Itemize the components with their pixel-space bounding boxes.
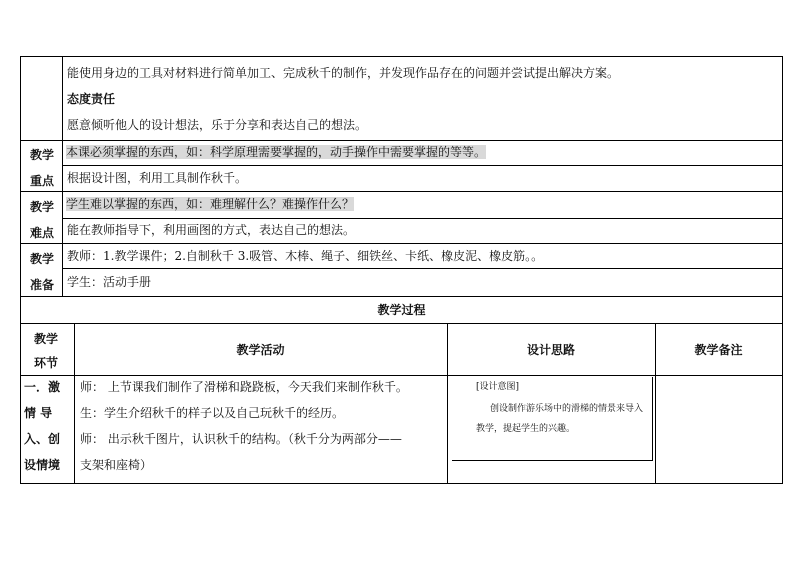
- stage1-label-line2: 情 导: [24, 406, 53, 420]
- attitude-heading: 态度责任: [67, 92, 116, 106]
- difficulties-example: 学生难以掌握的东西，如：难理解什么？难操作什么？: [66, 197, 355, 211]
- preparation-teacher: 教师：1.教学课件；2.自制秋千 3.吸管、木棒、绳子、细铁丝、卡纸、橡皮泥、橡皮筋。。: [67, 249, 544, 263]
- rule-bottom: [20, 483, 783, 484]
- goal-skill-text: 能使用身边的工具对材料进行简单加工、完成秋千的制作，并发现作品存在的问题并尝试提出解决方案。: [67, 66, 620, 80]
- stage1-label-line4: 设情境: [24, 458, 61, 472]
- process-title: 教学过程: [377, 303, 426, 317]
- preparation-student: 学生：活动手册: [67, 275, 152, 289]
- rule-header-bottom: [20, 375, 783, 376]
- key-points-example: 本课必须掌握的东西，如：科学原理需要掌握的，动手操作中需要掌握的等等。: [66, 145, 487, 159]
- design-intent-title: [设计意图]: [476, 382, 520, 392]
- rule-prep-mid: [62, 268, 783, 269]
- attitude-text: 愿意倾听他人的设计想法，乐于分享和表达自己的想法。: [67, 118, 368, 132]
- stage1-activity-line: 支架和座椅）: [80, 458, 153, 472]
- stage-header-bottom: 环节: [33, 356, 58, 370]
- preparation-label-bottom: 准备: [29, 278, 54, 292]
- rule-key-mid: [62, 165, 783, 166]
- activity-header: 教学活动: [236, 343, 285, 357]
- rule-diff-mid: [62, 218, 783, 219]
- difficulties-label-bottom: 难点: [29, 226, 54, 240]
- rule-right: [782, 56, 783, 484]
- design-header: 设计思路: [526, 343, 575, 357]
- design-intent-line1: 创设制作游乐场中的滑梯的情景来导入: [490, 404, 644, 414]
- rule-diff-top: [20, 191, 783, 192]
- rule-left: [20, 56, 21, 484]
- key-points-label-bottom: 重点: [29, 174, 54, 188]
- stage1-label-line1: 一．激: [24, 380, 61, 394]
- stage1-activity-line: 师： 出示秋千图片，认识秋千的结构。（秋千分为两部分——: [80, 432, 402, 446]
- preparation-label-top: 教学: [29, 252, 54, 266]
- stage1-activity-line: 师： 上节课我们制作了滑梯和跷跷板，今天我们来制作秋千。: [80, 380, 408, 394]
- rule-top: [20, 56, 783, 57]
- difficulties-text: 能在教师指导下，利用画图的方式，表达自己的想法。: [67, 223, 356, 237]
- stage-header-top: 教学: [33, 332, 58, 346]
- difficulties-label-top: 教学: [29, 200, 54, 214]
- key-points-text: 根据设计图，利用工具制作秋千。: [67, 171, 248, 185]
- rule-header-top: [20, 323, 783, 324]
- rule-prep-top: [20, 243, 783, 244]
- stage1-label-line3: 入、创: [24, 432, 61, 446]
- design-intent-line2: 教学，提起学生的兴趣。: [476, 424, 576, 434]
- rule-key-top: [20, 140, 783, 141]
- stage1-activity-line: 生：学生介绍秋千的样子以及自己玩秋千的经历。: [80, 406, 345, 420]
- notes-header: 教学备注: [694, 343, 743, 357]
- rule-process-top: [20, 296, 783, 297]
- key-points-label-top: 教学: [29, 148, 54, 162]
